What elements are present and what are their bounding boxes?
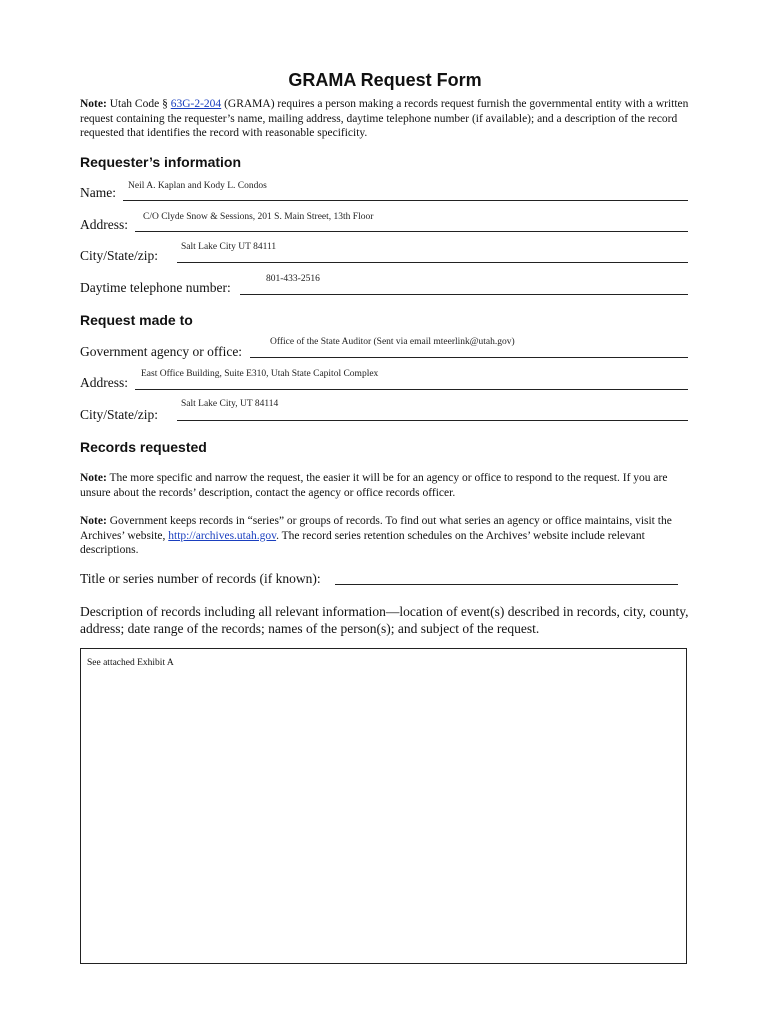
name-value[interactable]: Neil A. Kaplan and Kody L. Condos xyxy=(128,181,267,191)
records-note-1-text: The more specific and narrow the request, the easier it will be for an agency or office to respond to the request. If you are unsure about the records’ description, contact the agency or office records officer. xyxy=(80,472,668,499)
form-title: GRAMA Request Form xyxy=(288,70,482,90)
agency-value[interactable]: Office of the State Auditor (Sent via email mteerlink@utah.gov) xyxy=(270,337,515,347)
records-note-1-label: Note: xyxy=(80,472,107,484)
name-field-line xyxy=(123,200,688,201)
utah-code-link[interactable]: 63G-2-204 xyxy=(170,98,222,110)
requester-city-label: City/State/zip: xyxy=(80,248,158,263)
agency-city-value[interactable]: Salt Lake City, UT 84114 xyxy=(181,399,279,409)
phone-label: Daytime telephone number: xyxy=(80,280,231,295)
requester-address-label: Address: xyxy=(80,217,128,232)
series-title-label: Title or series number of records (if known): xyxy=(80,571,321,586)
phone-value[interactable]: 801-433-2516 xyxy=(266,274,320,284)
intro-note-text-after: (GRAMA) requires a person making a records request furnish the governmental entity with a written request containing the requester’s name, mailing address, daytime telephone number (if available); and a description of the record requested that identifies the record with reasonable specificity. xyxy=(80,98,689,139)
series-title-field-line[interactable] xyxy=(335,584,678,585)
archives-link[interactable]: http://archives.utah.gov xyxy=(168,529,277,542)
agency-city-label: City/State/zip: xyxy=(80,407,158,422)
requester-city-field-line xyxy=(177,262,688,263)
requester-address-value[interactable]: C/O Clyde Snow & Sessions, 201 S. Main Street, 13th Floor xyxy=(143,212,374,222)
name-label: Name: xyxy=(80,185,116,200)
description-value: See attached Exhibit A xyxy=(87,658,174,668)
records-note-2-text-before: Government keeps records in “series” or groups of records. To find out what series an agency or office maintains, visit the Archives’ website, xyxy=(80,515,672,542)
agency-city-field-line xyxy=(177,420,688,421)
records-note-2-text-after: . The record series retention schedules on the Archives’ website include relevant descriptions. xyxy=(80,529,645,556)
agency-address-value[interactable]: East Office Building, Suite E310, Utah State Capitol Complex xyxy=(141,369,379,379)
agency-field-line xyxy=(250,357,688,358)
intro-note-label: Note: xyxy=(80,98,107,110)
agency-address-label: Address: xyxy=(80,375,128,390)
phone-field-line xyxy=(240,294,688,295)
records-heading: Records requested xyxy=(80,439,207,455)
agency-label: Government agency or office: xyxy=(80,344,243,359)
description-box[interactable] xyxy=(80,648,687,964)
intro-note-text-before: Utah Code § xyxy=(106,98,171,110)
made-to-heading: Request made to xyxy=(80,312,193,328)
requester-city-value[interactable]: Salt Lake City UT 84111 xyxy=(181,242,277,252)
description-label: Description of records including all relevant information—location of event(s) described in records, city, county, address; date range of the records; names of the person(s); and subject of the request. xyxy=(80,604,689,636)
requester-heading: Requester’s information xyxy=(80,154,242,170)
records-note-2 xyxy=(80,514,692,558)
intro-note xyxy=(80,97,692,141)
agency-address-field-line xyxy=(135,389,688,390)
records-note-2-label: Note: xyxy=(80,515,107,527)
requester-address-field-line xyxy=(135,231,688,232)
records-note-1 xyxy=(80,471,692,500)
